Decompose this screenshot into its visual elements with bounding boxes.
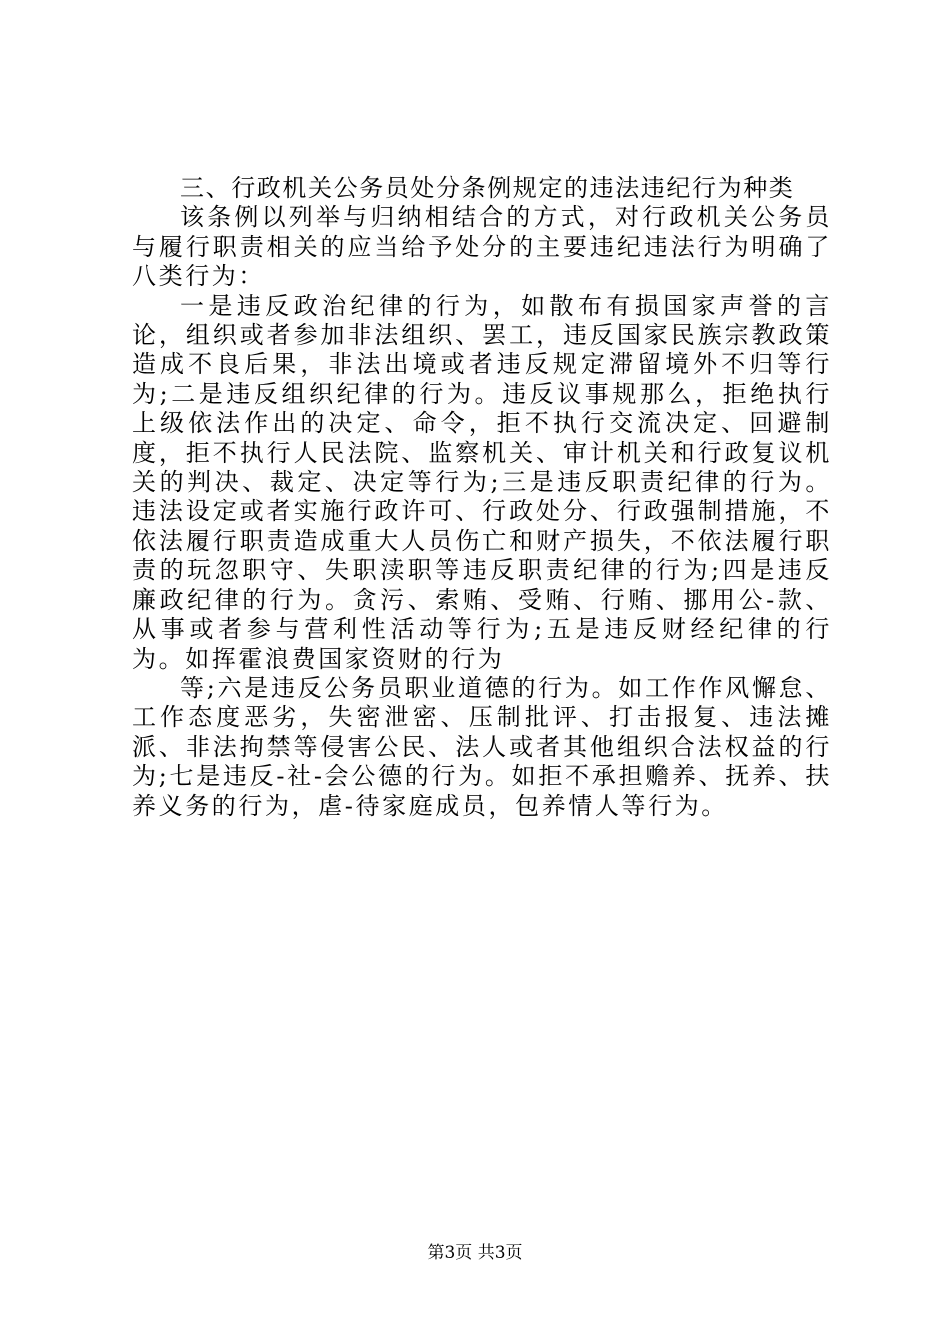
document-body	[132, 174, 832, 821]
page-footer: 第3页 共3页	[427, 1243, 523, 1263]
paragraph-categories-1-5: 一是违反政治纪律的行为，如散布有损国家声誉的言论，组织或者参加非法组织、罢工，违反国家民族宗教政策造成不良后果，非法出境或者违反规定滞留境外不归等行为;二是违反组织纪律的行为。违反议事规那么，拒绝执行上级依法作出的决定、命令，拒不执行交流决定、回避制度，拒不执行人民法院、监察机关、审计机关和行政复议机关的判决、裁定、决定等行为;三是违反职责纪律的行为。违法设定或者实施行政许可、行政处分、行政强制措施，不依法履行职责造成重大人员伤亡和财产损失，不依法履行职责的玩忽职守、失职渎职等违反职责纪律的行为;四是违反廉政纪律的行为。贪污、索贿、受贿、行贿、挪用公-款、从事或者参与营利性活动等行为;五是违反财经纪律的行为。如挥霍浪费国家资财的行为	[132, 291, 832, 673]
section-heading: 三、行政机关公务员处分条例规定的违法违纪行为种类	[180, 174, 795, 202]
paragraph-categories-6-7: 等;六是违反公务员职业道德的行为。如工作作风懈怠、工作态度恶劣，失密泄密、压制批评、打击报复、违法摊派、非法拘禁等侵害公民、法人或者其他组织合法权益的行为;七是违反-社-会公德的行为。如拒不承担赡养、抚养、扶养义务的行为，虐-待家庭成员，包养情人等行为。	[132, 673, 832, 820]
paragraph-intro: 该条例以列举与归纳相结合的方式，对行政机关公务员与履行职责相关的应当给予处分的主要违纪违法行为明确了八类行为：	[132, 203, 832, 291]
